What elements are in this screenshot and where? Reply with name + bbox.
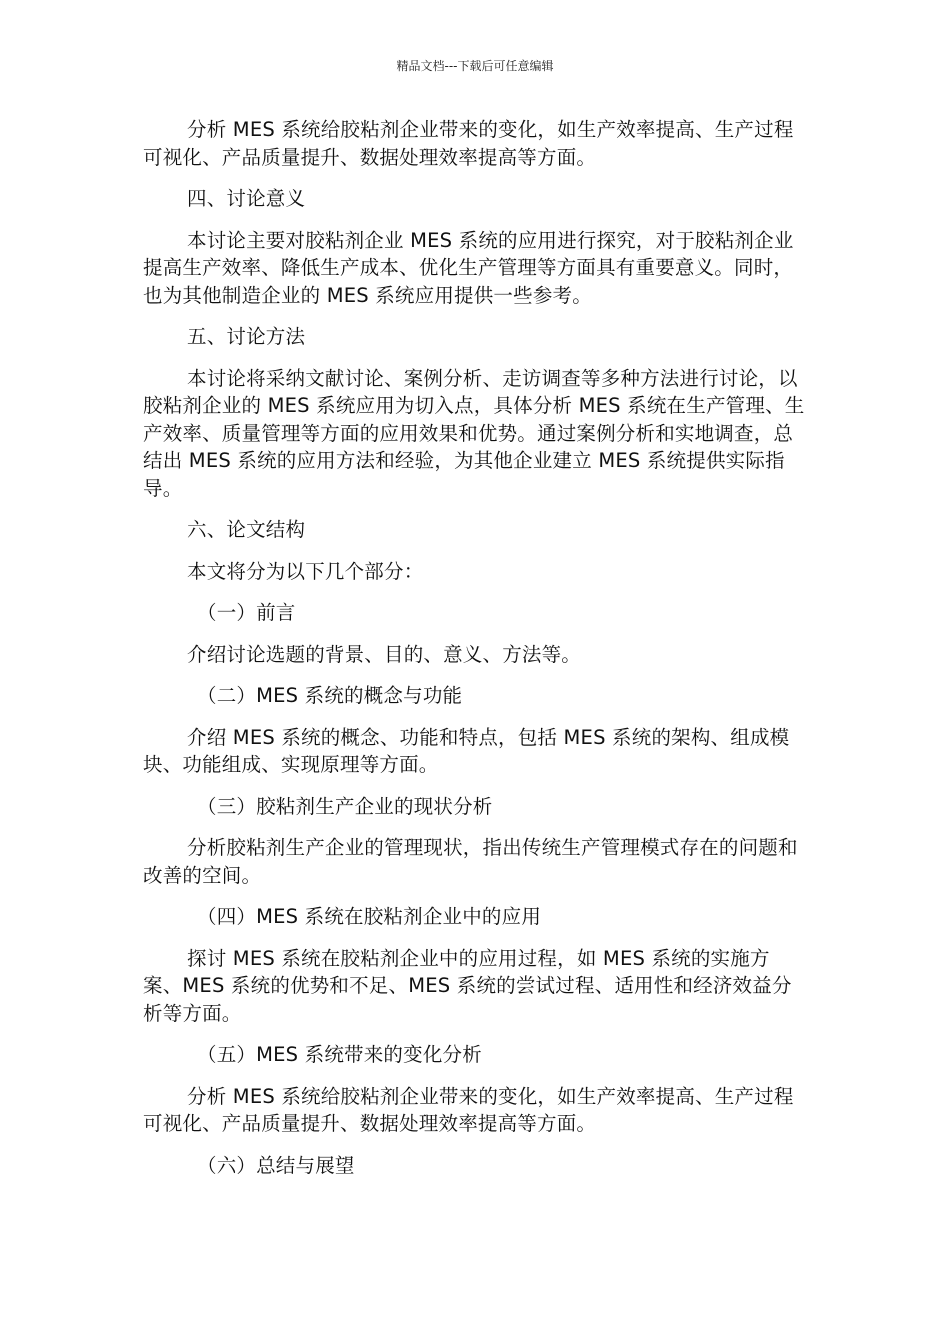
paragraph: 介绍 MES 系统的概念、功能和特点，包括 MES 系统的架构、组成模块、功能组成、实现原理等方面。	[143, 725, 790, 776]
paragraph: 分析 MES 系统给胶粘剂企业带来的变化，如生产效率提高、生产过程可视化、产品质量提升、数据处理效率提高等方面。	[143, 118, 794, 169]
subsection-heading: （三）胶粘剂生产企业的现状分析	[197, 794, 493, 818]
paragraph: 分析胶粘剂生产企业的管理现状，指出传统生产管理模式存在的问题和改善的空间。	[143, 836, 798, 887]
section-heading: 四、讨论意义	[187, 187, 306, 210]
subsection-heading: （一）前言	[197, 601, 296, 624]
section-heading: 五、讨论方法	[187, 325, 306, 348]
subsection-heading: （二）MES 系统的概念与功能	[197, 684, 463, 707]
paragraph: 本文将分为以下几个部分：	[187, 559, 424, 583]
paragraph: 探讨 MES 系统在胶粘剂企业中的应用过程，如 MES 系统的实施方案、MES 系统的优势和不足、MES 系统的尝试过程、适用性和经济效益分析等方面。	[143, 946, 792, 1025]
subsection-heading: （四）MES 系统在胶粘剂企业中的应用	[197, 905, 542, 928]
page-header: 精品文档---下载后可任意编辑	[396, 59, 554, 73]
paragraph: 本讨论主要对胶粘剂企业 MES 系统的应用进行探究，对于胶粘剂企业提高生产效率、降低生产成本、优化生产管理等方面具有重要意义。同时，也为其他制造企业的 MES 系统应用提供一些参考。	[143, 228, 794, 307]
paragraph: 分析 MES 系统给胶粘剂企业带来的变化，如生产效率提高、生产过程可视化、产品质量提升、数据处理效率提高等方面。	[143, 1084, 794, 1135]
subsection-heading: （五）MES 系统带来的变化分析	[197, 1043, 482, 1066]
paragraph: 本讨论将采纳文献讨论、案例分析、走访调查等多种方法进行讨论，以胶粘剂企业的 MES 系统应用为切入点，具体分析 MES 系统在生产管理、生产效率、质量管理等方面的应用效果和优势。通过案例分析和实地调查，总结出 MES 系统的应用方法和经验，为其他企业建立 MES 系统提供实际指导。	[143, 366, 805, 500]
document-body	[143, 116, 808, 1179]
paragraph: 介绍讨论选题的背景、目的、意义、方法等。	[187, 642, 582, 666]
subsection-heading: （六）总结与展望	[197, 1153, 355, 1177]
section-heading: 六、论文结构	[187, 518, 306, 541]
